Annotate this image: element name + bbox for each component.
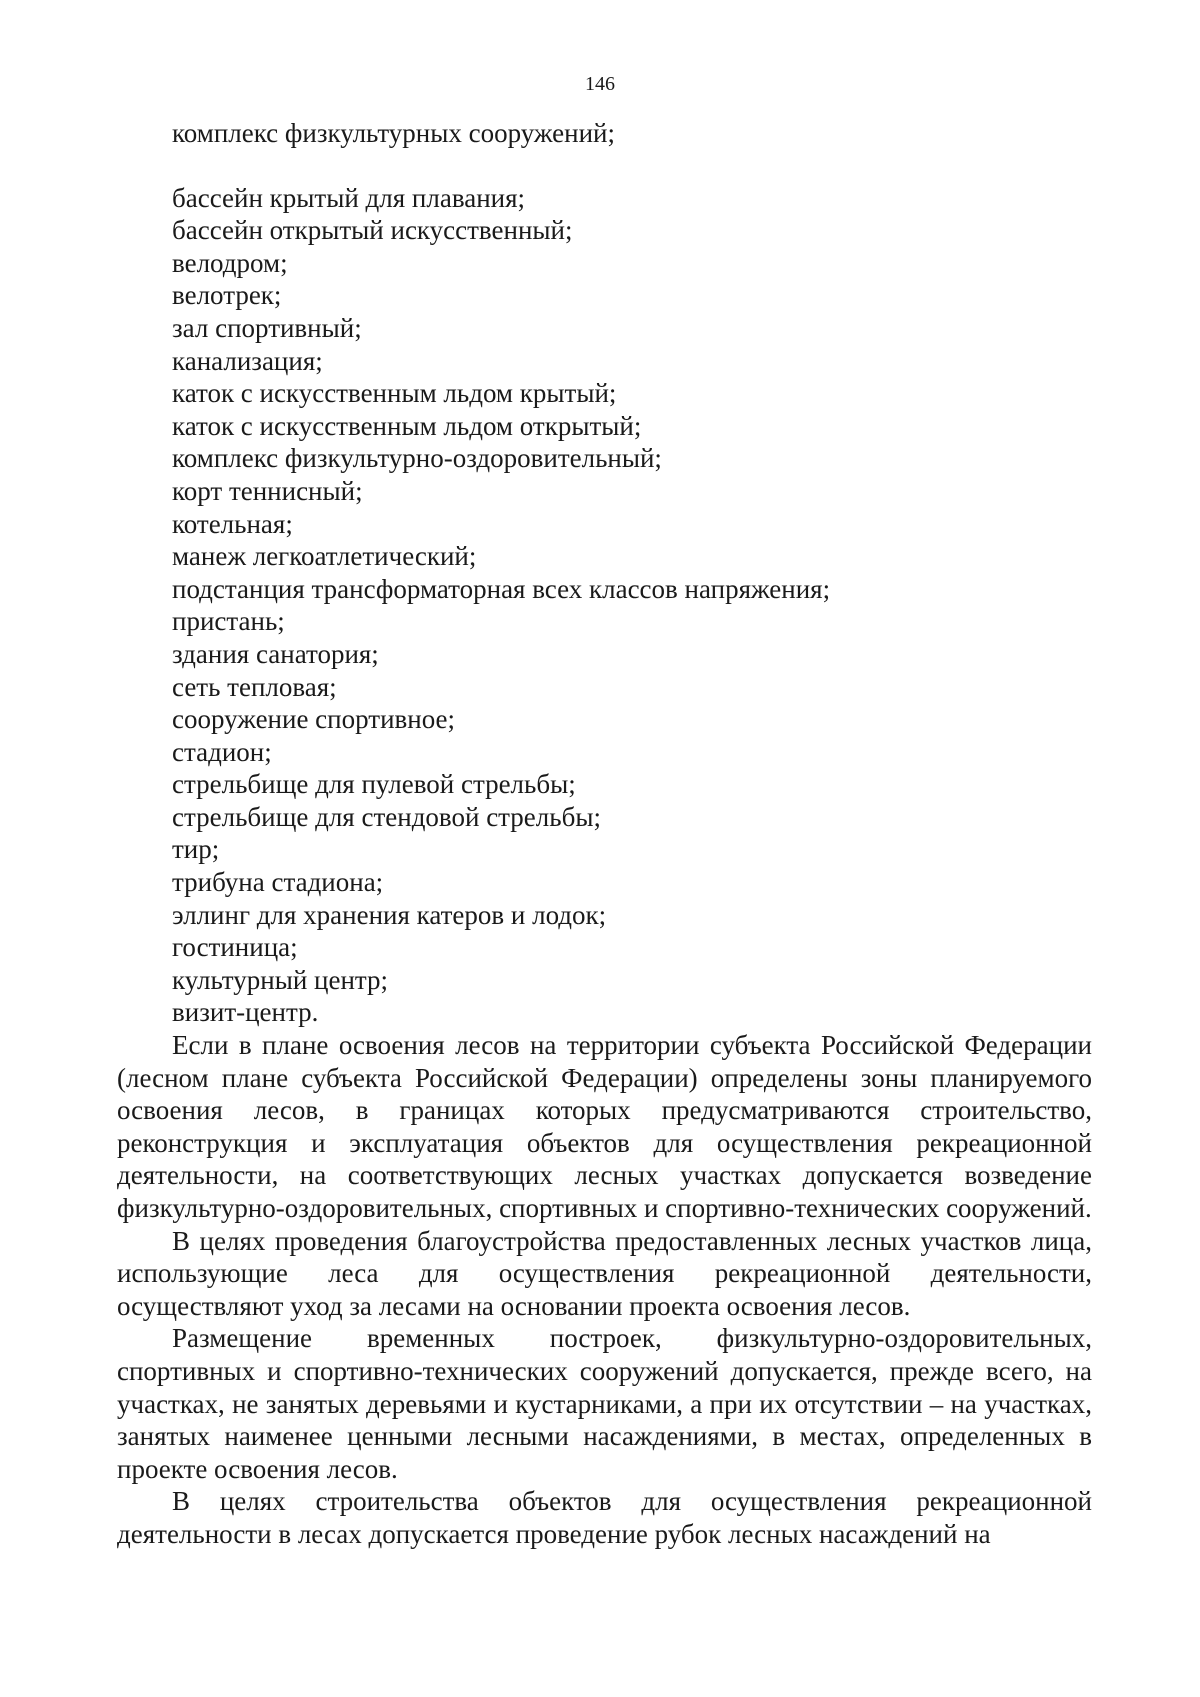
paragraph-placement: Размещение временных построек, физкультурно-оздоровительных, спортивных и спортивно-технических сооружений допускается, прежде всего, на участках, не занятых деревьями и кустарниками, а при их отсутствии – на участках, занятых наименее ценными лесными насаждениями, в местах, определенных в проекте освоения лесов. (117, 1323, 1092, 1484)
list-item: сеть тепловая; (172, 671, 337, 702)
list-item: бассейн крытый для плавания; (172, 182, 526, 213)
list-item: трибуна стадиона; (172, 867, 384, 898)
list-item: велодром; (172, 247, 288, 278)
page-number: 146 (585, 73, 615, 95)
list-item: котельная; (172, 508, 293, 539)
list-item: подстанция трансформаторная всех классов напряжения; (172, 573, 831, 604)
list-item: сооружение спортивное; (172, 704, 456, 735)
list-item: культурный центр; (172, 964, 389, 995)
list-item: стрельбище для стендовой стрельбы; (172, 801, 601, 832)
list-item: бассейн открытый искусственный; (172, 215, 573, 246)
list-spacer (172, 150, 1092, 182)
paragraph-forest-care: В целях проведения благоустройства предоставленных лесных участков лица, использующие леса для осуществления рекреационной деятельности, осуществляют уход за лесами на основании проекта освоения лесов. (117, 1225, 1092, 1321)
list-item: тир; (172, 834, 220, 865)
list-item: гостиница; (172, 932, 298, 963)
facility-list (172, 117, 1092, 1029)
list-item: каток с искусственным льдом крытый; (172, 378, 617, 409)
list-item: каток с искусственным льдом открытый; (172, 410, 642, 441)
list-item: комплекс физкультурно-оздоровительный; (172, 443, 662, 474)
list-item: эллинг для хранения катеров и лодок; (172, 899, 607, 930)
list-item: манеж легкоатлетический; (172, 541, 477, 572)
list-item-first: комплекс физкультурных сооружений; (172, 118, 616, 148)
list-item: визит-центр. (172, 997, 319, 1028)
paragraph-recreation-zones: Если в плане освоения лесов на территории субъекта Российской Федерации (лесном плане субъекта Российской Федерации) определены зоны планируемого освоения лесов, в границах которых предусматриваются строительство, реконструкция и эксплуатация объектов для осуществления рекреационной деятельности, на соответствующих лесных участках допускается возведение физкультурно-оздоровительных, спортивных и спортивно-технических сооружений. (117, 1030, 1092, 1223)
list-item: зал спортивный; (172, 312, 362, 343)
list-item: пристань; (172, 606, 285, 637)
list-item: корт теннисный; (172, 475, 363, 506)
list-item: канализация; (172, 345, 323, 376)
body-text (117, 1029, 1092, 1551)
paragraph-construction: В целях строительства объектов для осуществления рекреационной деятельности в лесах допускается проведение рубок лесных насаждений на (117, 1486, 1092, 1549)
list-item: здания санатория; (172, 638, 379, 669)
list-item: стадион; (172, 736, 272, 767)
list-item: велотрек; (172, 280, 282, 311)
list-item: стрельбище для пулевой стрельбы; (172, 769, 576, 800)
